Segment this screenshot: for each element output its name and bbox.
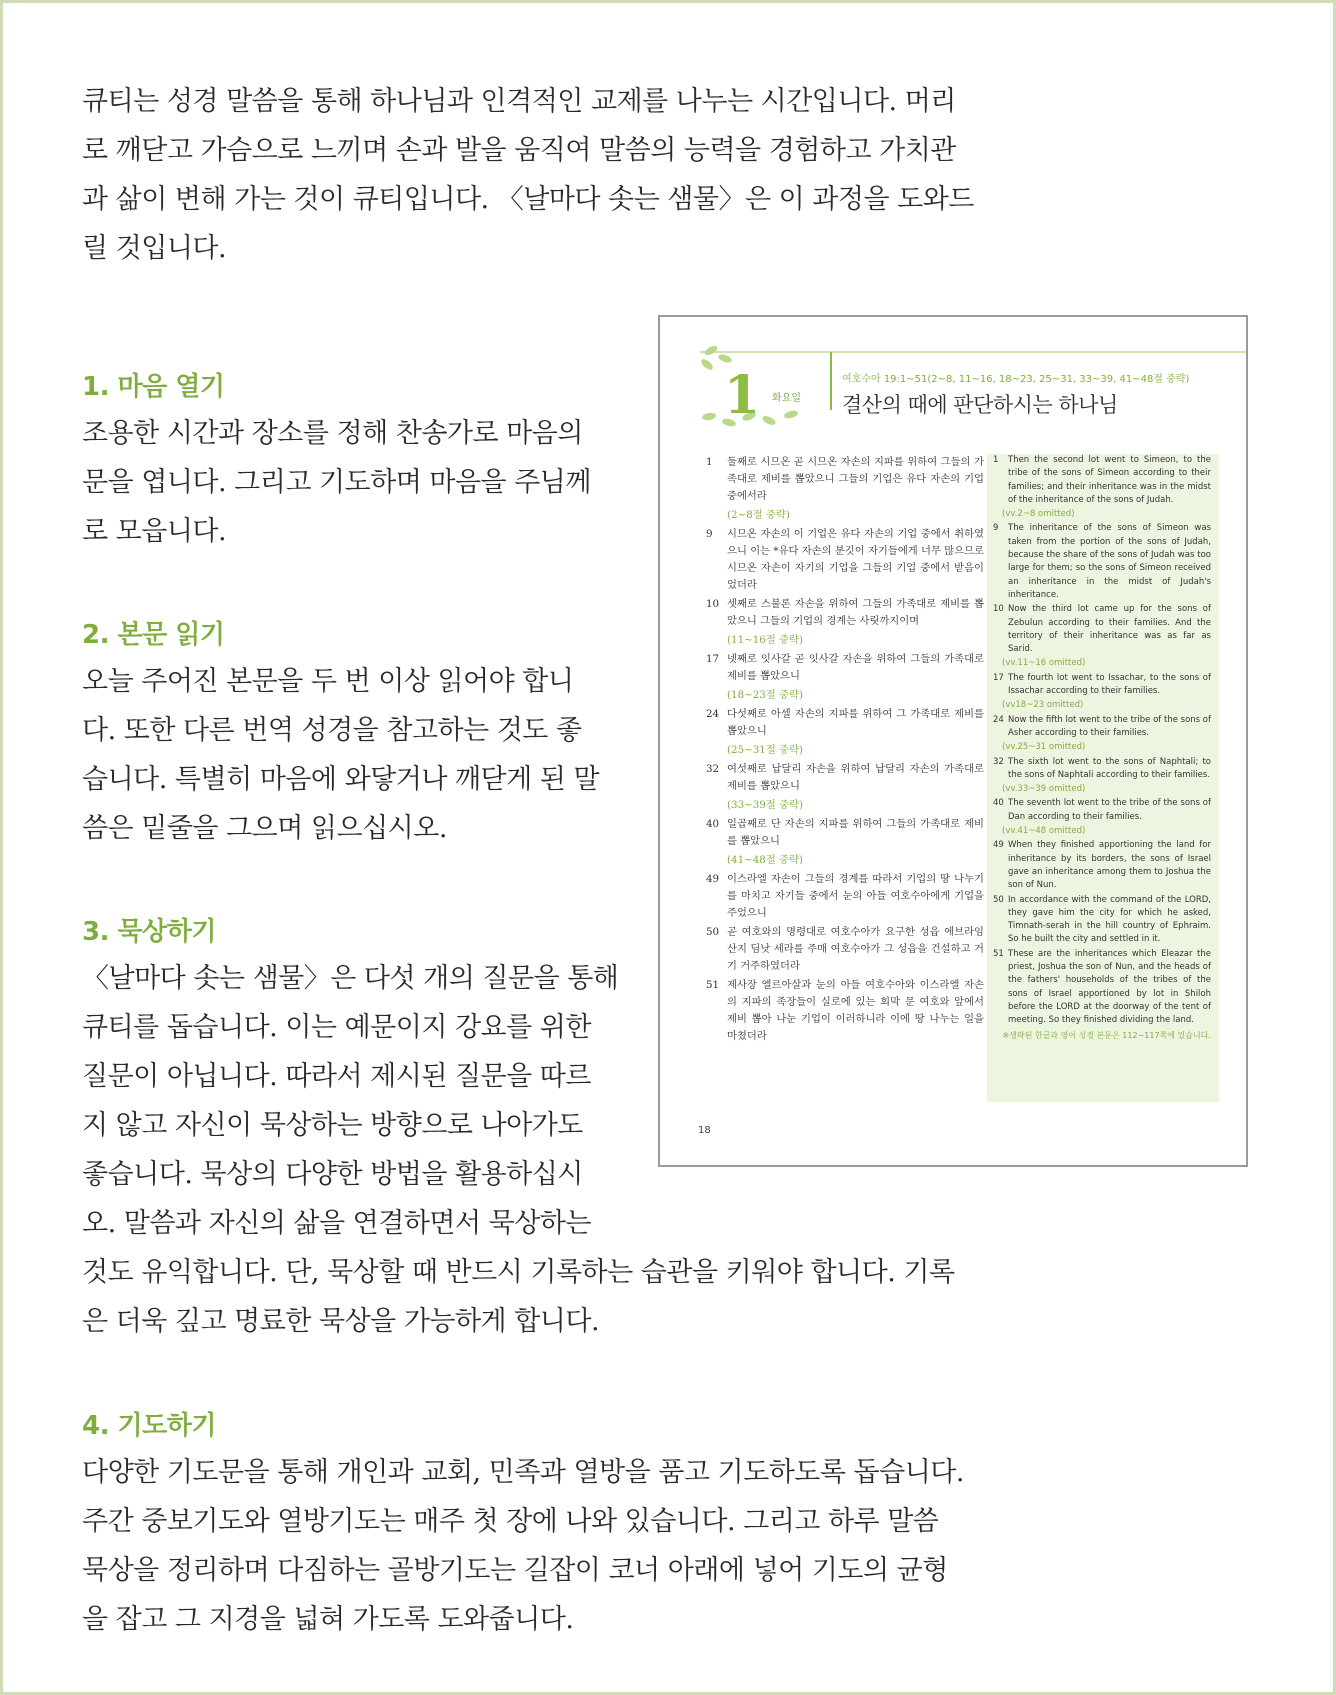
verse xyxy=(993,672,1211,699)
verse xyxy=(706,706,984,740)
verse xyxy=(993,603,1211,656)
verse-number: 17 xyxy=(993,672,1004,683)
verse xyxy=(993,894,1211,947)
verse-number: 32 xyxy=(706,763,720,775)
step-line: 주간 중보기도와 열방기도는 매주 첫 장에 나와 있습니다. 그리고 하루 말씀 xyxy=(82,1506,939,1537)
omitted-verses-note: (33~39절 중략) xyxy=(727,799,803,811)
leaf-icon xyxy=(701,412,716,421)
page-number: 18 xyxy=(698,1125,711,1136)
verse-text: 넷째로 잇사갈 곧 잇사갈 자손을 위하여 그들의 가족대로 제비를 뽑았으니 xyxy=(727,653,984,682)
step-line: 지 않고 자신이 묵상하는 방향으로 나아가도 xyxy=(82,1110,583,1141)
verse xyxy=(706,977,984,1045)
omitted-verses-note: (vv.11~16 omitted) xyxy=(1002,658,1086,669)
verse-number: 17 xyxy=(706,653,720,665)
step-heading-pray: 4. 기도하기 xyxy=(82,1411,216,1441)
verse-number: 51 xyxy=(706,979,720,991)
intro-line: 과 삶이 변해 가는 것이 큐티입니다. 〈날마다 솟는 샘물〉은 이 과정을 도와드 xyxy=(82,184,974,215)
omitted-verses-note: (2~8절 중략) xyxy=(727,509,790,521)
verse-text: In accordance with the command of the LORD, they gave him the city for which he asked, Timnath-serah in the hill country of Ephraim. So he built the city and settled in it. xyxy=(1008,894,1211,945)
step-line: 오. 말씀과 자신의 삶을 연결하면서 묵상하는 xyxy=(82,1208,591,1239)
step-line: 습니다. 특별히 마음에 와닿거나 깨닫게 된 말 xyxy=(82,764,600,795)
verse-number: 50 xyxy=(706,926,720,938)
verse-text: 다섯째로 아셀 자손의 지파를 위하여 그 가족대로 제비를 뽑았으니 xyxy=(727,708,984,737)
omitted-verses-note: (vv18~23 omitted) xyxy=(1002,700,1084,711)
verse-number: 24 xyxy=(993,714,1004,725)
verse xyxy=(706,871,984,922)
verse-number: 1 xyxy=(993,455,999,465)
verse-number: 24 xyxy=(706,708,720,720)
step-line: 오늘 주어진 본문을 두 번 이상 읽어야 합니 xyxy=(82,666,574,697)
verse xyxy=(706,526,984,594)
step-heading-read-text: 2. 본문 읽기 xyxy=(82,620,225,650)
omitted-verses-note: (vv.33~39 omitted) xyxy=(1002,784,1086,795)
verse-text: 셋째로 스불론 자손을 위하여 그들의 가족대로 제비를 뽑았으니 그들의 기업의 경계는 사릿까지이며 xyxy=(727,598,984,627)
omitted-verses-note: (18~23절 중략) xyxy=(727,689,803,701)
devotion-title: 결산의 때에 판단하시는 하나님 xyxy=(842,393,1118,417)
intro-line: 릴 것입니다. xyxy=(82,233,227,264)
sample-page xyxy=(658,315,1248,1167)
step-line: 문을 엽니다. 그리고 기도하며 마음을 주님께 xyxy=(82,467,591,498)
leaf-icon xyxy=(699,357,714,371)
verse-text: 시므온 자손의 이 기업은 유다 자손의 기업 중에서 취하였으니 이는 *유다 자손의 분깃이 자기들에게 너무 많으므로 시므온 자손이 자기의 기업을 그들의 기업 중에서 받음이었더라 xyxy=(727,528,984,591)
verse-text: 여섯째로 납달리 자손을 위하여 납달리 자손의 가족대로 제비를 뽑았으니 xyxy=(727,763,984,792)
verse-number: 9 xyxy=(706,528,713,540)
verse xyxy=(993,839,1211,892)
step-line: 큐티를 돕습니다. 이는 예문이지 강요를 위한 xyxy=(82,1012,591,1043)
step-line: 다. 또한 다른 번역 성경을 참고하는 것도 좋 xyxy=(82,715,582,746)
step-line: 은 더욱 깊고 명료한 묵상을 가능하게 합니다. xyxy=(82,1306,600,1337)
verse-text: 이스라엘 자손이 그들의 경계를 따라서 기업의 땅 나누기를 마치고 자기들 중에서 눈의 아들 여호수아에게 기업을 주었으니 xyxy=(727,873,984,919)
verse xyxy=(993,756,1211,783)
day-number: 1 xyxy=(724,365,761,426)
verse-number: 10 xyxy=(993,604,1004,615)
verse-text: These are the inheritances which Eleazar the priest, Joshua the son of Nun, and the heads of the fathers' households of the tribes of the sons of Israel apportioned by lot in Shiloh before the LORD at the doorway of the tent of meeting. So they finished dividing the land. xyxy=(1008,948,1211,1026)
verse-text: The sixth lot went to the sons of Naphtali; to the sons of Naphtali according to their families. xyxy=(1008,756,1211,780)
omitted-verses-note: (vv.2~8 omitted) xyxy=(1002,509,1075,520)
step-line: 을 잡고 그 지경을 넓혀 가도록 도와줍니다. xyxy=(82,1604,574,1635)
verse-text: 곧 여호와의 명령대로 여호수아가 요구한 성읍 에브라임산지 딤낫 세라를 주매 여호수아가 그 성읍을 건설하고 거기 거주하였더라 xyxy=(727,926,984,972)
leaf-icon xyxy=(761,414,777,426)
verse-number: 49 xyxy=(993,840,1004,851)
step-line: 것도 유익합니다. 단, 묵상할 때 반드시 기록하는 습관을 키워야 합니다. 기록 xyxy=(82,1257,955,1288)
verse xyxy=(706,816,984,850)
omitted-verses-note: (vv.41~48 omitted) xyxy=(1002,826,1086,837)
verse-text: Now the fifth lot went to the tribe of the sons of Asher according to their families. xyxy=(1008,714,1211,738)
intro-line: 로 깨닫고 가슴으로 느끼며 손과 발을 움직여 말씀의 능력을 경험하고 가치관 xyxy=(82,135,956,166)
verse-number: 9 xyxy=(993,523,999,534)
english-text-column xyxy=(987,454,1219,1102)
step-line: 씀은 밑줄을 그으며 읽으십시오. xyxy=(82,813,447,844)
verse xyxy=(706,596,984,630)
verse-text: When they finished apportioning the land for inheritance by its borders, the sons of Israel gave an inheritance among them to Joshua the son of Nun. xyxy=(1008,840,1211,891)
verse xyxy=(706,761,984,795)
verse xyxy=(993,454,1211,507)
omitted-verses-note: (41~48절 중략) xyxy=(727,854,803,866)
omitted-verses-note: (11~16절 중략) xyxy=(727,634,803,646)
verse-text: The fourth lot went to Issachar, to the sons of Issachar according to their families. xyxy=(1008,672,1211,697)
leaf-icon xyxy=(717,353,733,364)
step-line: 로 모읍니다. xyxy=(82,516,227,547)
verse-number: 32 xyxy=(993,756,1004,767)
verse-text: Now the third lot came up for the sons of Zebulun according to their families. And the territory of their inheritance was as far as Sarid. xyxy=(1008,604,1211,655)
verse-number: 10 xyxy=(706,598,720,610)
verse xyxy=(993,714,1211,741)
verse-text: Then the second lot went to Simeon, to the tribe of the sons of Simeon according to their families; and their inheritance was in the midst of the inheritance of the sons of Judah. xyxy=(1008,455,1211,505)
verse xyxy=(993,522,1211,602)
header-rule xyxy=(700,351,1246,353)
verse-text: 일곱째로 단 자손의 지파를 위하여 그들의 가족대로 제비를 뽑았으니 xyxy=(727,818,984,847)
verse xyxy=(706,454,984,505)
verse xyxy=(706,651,984,685)
day-label: 화요일 xyxy=(772,393,801,404)
verse xyxy=(993,948,1211,1028)
leaf-icon xyxy=(703,344,719,357)
verse-number: 40 xyxy=(706,818,720,830)
title-divider xyxy=(830,352,832,410)
step-line: 〈날마다 솟는 샘물〉은 다섯 개의 질문을 통해 xyxy=(82,963,619,994)
omitted-text-note: ※생략된 한글과 영어 성경 본문은 112~117쪽에 있습니다. xyxy=(1002,1031,1211,1041)
verse-number: 50 xyxy=(993,894,1004,905)
step-line: 질문이 아닙니다. 따라서 제시된 질문을 따르 xyxy=(82,1061,591,1092)
omitted-verses-note: (vv.25~31 omitted) xyxy=(1002,742,1086,753)
leaf-icon xyxy=(783,409,798,419)
scripture-reference: 여호수아 19:1~51(2~8, 11~16, 18~23, 25~31, 33~39, 41~48절 중략) xyxy=(842,374,1190,385)
step-line: 좋습니다. 묵상의 다양한 방법을 활용하십시 xyxy=(82,1159,583,1190)
intro-line: 큐티는 성경 말씀을 통해 하나님과 인격적인 교제를 나누는 시간입니다. 머리 xyxy=(82,86,956,117)
omitted-verses-note: (25~31절 중략) xyxy=(727,744,803,756)
verse-text: 제사장 엘르아살과 눈의 아들 여호수아와 이스라엘 자손의 지파의 족장들이 실로에 있는 회막 문 여호와 앞에서 제비 뽑아 나눈 기업이 이러하니라 이에 땅 나누는 일을 마쳤더라 xyxy=(727,979,984,1042)
step-line: 묵상을 정리하며 다짐하는 골방기도는 길잡이 코너 아래에 넣어 기도의 균형 xyxy=(82,1555,948,1586)
verse-number: 1 xyxy=(706,456,713,468)
verse xyxy=(706,924,984,975)
verse-number: 40 xyxy=(993,798,1004,809)
step-line: 조용한 시간과 장소를 정해 찬송가로 마음의 xyxy=(82,418,583,449)
verse-number: 51 xyxy=(993,948,1004,959)
verse-number: 49 xyxy=(706,873,720,885)
verse-text: The seventh lot went to the tribe of the sons of Dan according to their families. xyxy=(1008,798,1211,822)
verse xyxy=(993,797,1211,824)
verse-text: The inheritance of the sons of Simeon was taken from the portion of the sons of Judah, because the share of the sons of Judah was too large for them; so the sons of Simeon received an inheritance in the midst of Judah's inheritance. xyxy=(1008,523,1211,600)
step-heading-meditate: 3. 묵상하기 xyxy=(82,917,216,947)
step-line: 다양한 기도문을 통해 개인과 교회, 민족과 열방을 품고 기도하도록 돕습니다. xyxy=(82,1457,964,1488)
step-heading-open-heart: 1. 마음 열기 xyxy=(82,372,225,402)
korean-text-column xyxy=(706,454,984,1047)
verse-text: 둘째로 시므온 곧 시므온 자손의 지파를 위하여 그들의 가족대로 제비를 뽑았으니 그들의 기업은 유다 자손의 기업 중에서라 xyxy=(727,456,984,502)
